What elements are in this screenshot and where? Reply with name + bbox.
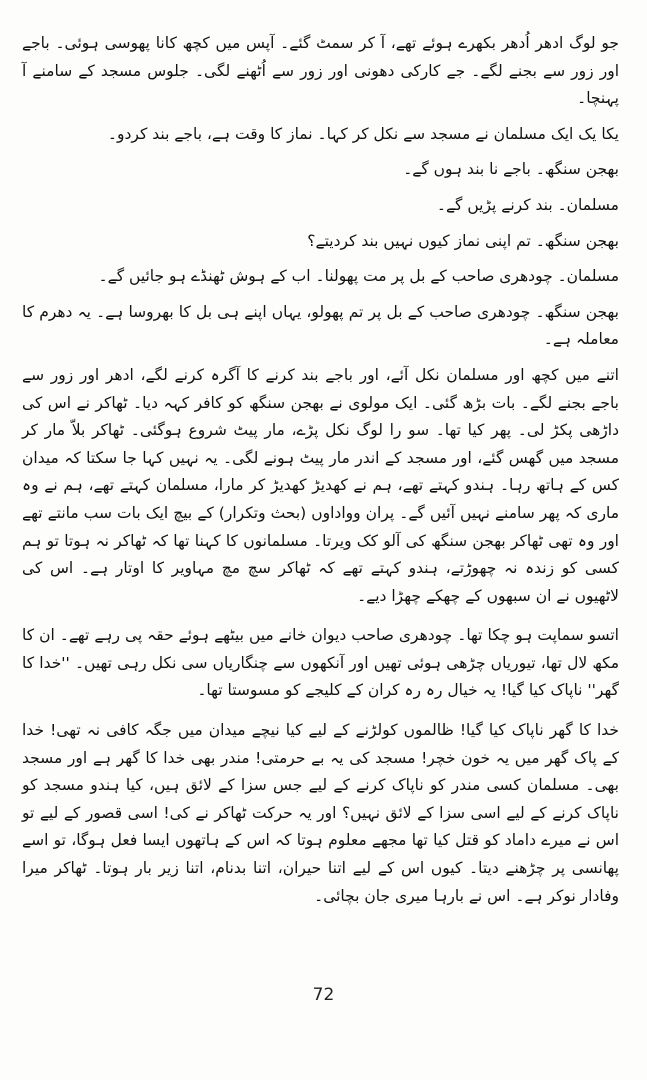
paragraph: جو لوگ ادھر اُدھر بکھرے ہوئے تھے، آ کر سمٹ گئے۔ آپس میں کچھ کانا پھوسی ہوئی۔ باجے اور زور سے بجنے لگے۔ جے کارکی دھونی اور زور سے اُٹھنے لگی۔ جلوس مسجد کے سامنے آ پہنچا۔ xyxy=(22,34,619,108)
paragraph-spacer xyxy=(22,220,619,228)
dialogue-line: بھجن سنگھ۔ باجے نا بند ہوں گے۔ xyxy=(403,160,619,179)
paragraph: اتنے میں کچھ اور مسلمان نکل آئے، اور باجے بند کرنے کا آگرہ کرنے لگے، ادھر اور زور سے باجے بجنے لگے۔ بات بڑھ گئی۔ ایک مولوی نے بھجن سنگھ کو کافر کہہ دیا۔ ٹھاکر نے اس کی داڑھی پکڑ لی۔ پھر کیا تھا۔ سو را لوگ نکل پڑے، مار پیٹ شروع ہوگئی۔ ٹھاکر بلاّ مار کر مسجد میں گھس گئے، اور مسجد کے اندر مار پیٹ ہونے لگی۔ یہ نہیں کہا جا سکتا کہ میدان کس کے ہاتھ رہا۔ ہندو کہتے تھے، ہم نے کھدیڑ کھدیڑ کر مارا، مسلمان کہتے تھے، ہم نے وہ ماری کہ پھر سامنے نہیں آئیں گے۔ پران وواداوں (بحث وتکرار) کے بیچ ایک بات سب مانتے تھے اور وہ تھی ٹھاکر بھجن سنگھ کی آلو کک ویرتا۔ مسلمانوں کا کہنا تھا کہ ٹھاکر نہ ہوتا تو ہم کسی کو زندہ نہ چھوڑتے، ہندو کہتے تھے کہ ٹھاکر سچ مچ مہاویر کا اوتار ہے۔ اس کی لاٹھیوں نے ان سبھوں کے چھکے چھڑا دیے۔ xyxy=(22,365,619,605)
paragraph-spacer xyxy=(22,705,619,717)
paragraph: یکا یک ایک مسلمان نے مسجد سے نکل کر کہا۔ نماز کا وقت ہے، باجے بند کردو۔ xyxy=(107,124,619,143)
paragraph-spacer xyxy=(22,184,619,192)
paragraph-spacer xyxy=(22,610,619,622)
paragraph-spacer xyxy=(22,354,619,362)
page-number: 72 xyxy=(312,985,335,1005)
paragraph: اتسو سماپت ہو چکا تھا۔ چودھری صاحب دیوان خانے میں بیٹھے ہوئے حقہ پی رہے تھے۔ ان کا مکھ لال تھا، تیوریاں چڑھی ہوئی تھیں اور آنکھوں سے چنگاریاں سی نکل رہی تھیں۔ ''خدا کا گھر'' ناپاک کیا گیا! یہ خیال رہ رہ کران کے کلیجے کو مسوستا تھا۔ xyxy=(22,626,619,700)
paragraph-spacer xyxy=(22,113,619,121)
dialogue-line: بھجن سنگھ۔ چودھری صاحب کے بل پر تم پھولو، یہاں اپنے ہی بل کا بھروسا ہے۔ یہ دھرم کا معاملہ ہے۔ xyxy=(22,302,619,349)
dialogue-line: مسلمان۔ چودھری صاحب کے بل پر مت پھولنا۔ اب کے ہوش ٹھنڈے ہو جائیں گے۔ xyxy=(98,267,619,286)
dialogue-line: بھجن سنگھ۔ تم اپنی نماز کیوں نہیں بند کردیتے؟ xyxy=(307,231,619,250)
paragraph-spacer xyxy=(22,148,619,156)
dialogue-line: مسلمان۔ بند کرنے پڑیں گے۔ xyxy=(436,195,619,214)
page-body xyxy=(22,30,619,910)
paragraph-spacer xyxy=(22,291,619,299)
paragraph-spacer xyxy=(22,255,619,263)
paragraph: خدا کا گھر ناپاک کیا گیا! ظالموں کولڑنے کے لیے کیا نیچے میدان میں جگہ کافی نہ تھی! خدا کے پاک گھر میں یہ خون خچر! مسجد کی یہ بے حرمتی! مندر بھی خدا کا گھر ہے اور مسجد بھی۔ مسلمان کسی مندر کو ناپاک کرنے کے لیے جس سزا کے لائق ہیں، کیا ہندو مسجد کو ناپاک کرنے کے لیے اسی سزا کے لائق نہیں؟ اور یہ حرکت ٹھاکر نے کی! اسی قصور کے لیے تو اس نے میرے داماد کو قتل کیا تھا مجھے معلوم ہوتا کہ اس کے ہاتھوں ایسا فعل ہوگا، تو اسے پھانسی پر چڑھنے دیتا۔ کیوں اس کے لیے اتنا حیران، اتنا بدنام، اتنا زیر بار ہوتا۔ ٹھاکر میرا وفادار نوکر ہے۔ اس نے بارہا میری جان بچائی۔ xyxy=(22,721,619,905)
